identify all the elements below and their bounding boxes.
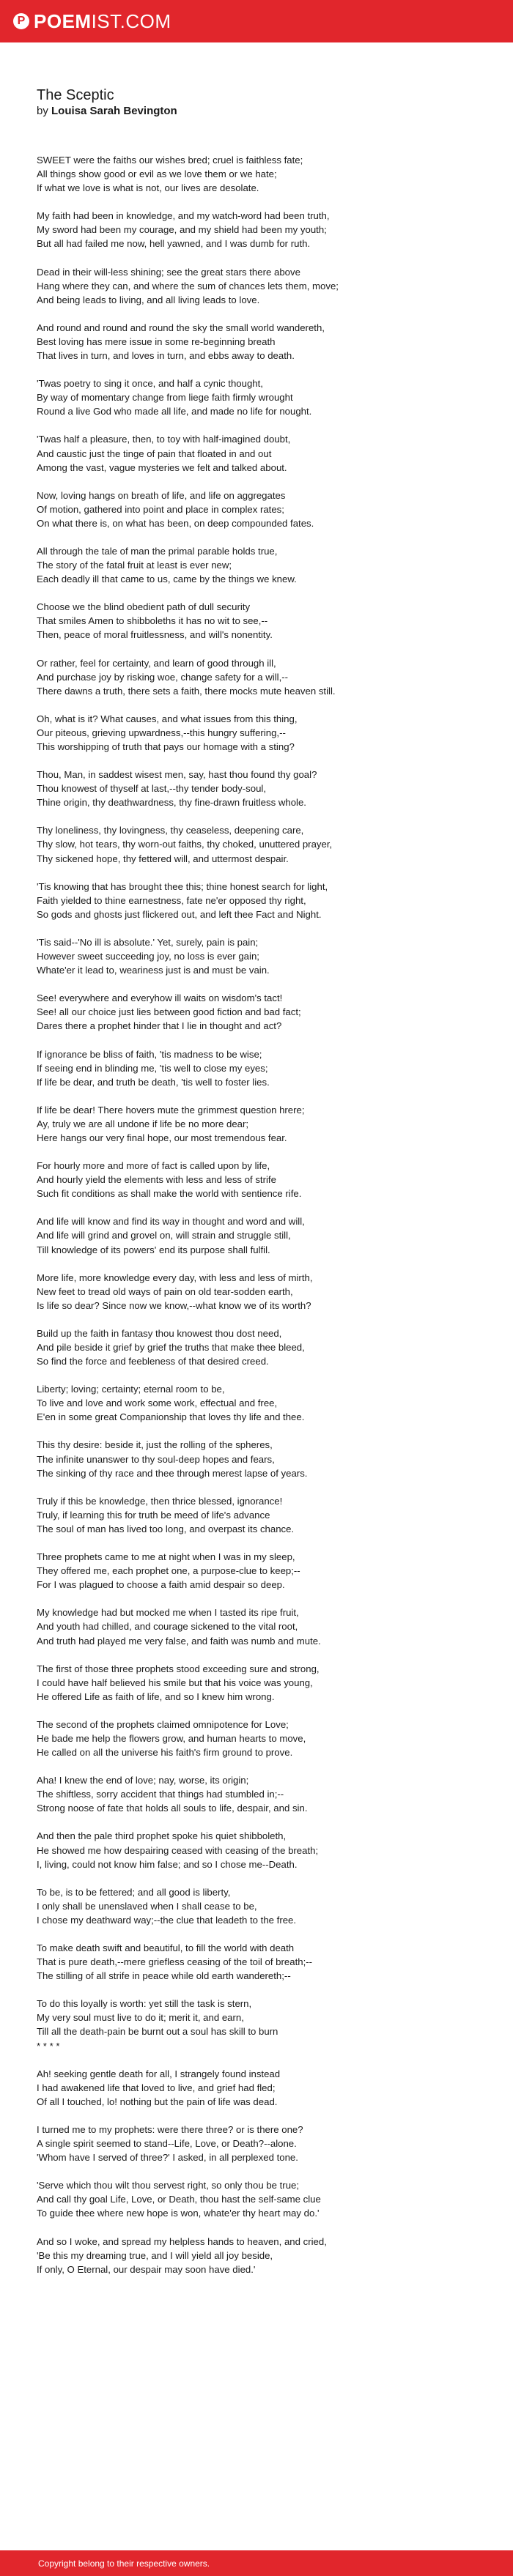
poem-line: I turned me to my prophets: were there three? or is there one? (37, 2123, 303, 2135)
poem-stanza (37, 600, 476, 642)
poem-line: Of motion, gathered into point and place in complex rates; (37, 503, 284, 515)
logo-wordmark-bold: POEM (34, 10, 92, 32)
poem-line: However sweet succeeding joy, no loss is ever gain; (37, 951, 259, 962)
poem-line: And so I woke, and spread my helpless hands to heaven, and cried, (37, 2235, 327, 2247)
poem-line: But all had failed me now, hell yawned, and I was dumb for ruth. (37, 238, 311, 250)
poem-line: My knowledge had but mocked me when I tasted its ripe fruit, (37, 1607, 299, 1619)
poem-line: By way of momentary change from liege faith firmly wrought (37, 392, 293, 404)
poem-stanza (37, 823, 476, 865)
poem-line: Faith yielded to thine earnestness, fate ne'er opposed thy right, (37, 894, 306, 906)
poem-stanza (37, 1326, 476, 1368)
poem-line: And call thy goal Life, Love, or Death, thou hast the self-same clue (37, 2194, 321, 2205)
poem-line: Thy sickened hope, thy fettered will, and uttermost despair. (37, 853, 289, 864)
poem-line: Among the vast, vague mysteries we felt and talked about. (37, 461, 287, 473)
poem-line: Thy loneliness, thy lovingness, thy ceaseless, deepening care, (37, 825, 304, 836)
poem-line: I had awakened life that loved to live, and grief had fled; (37, 2082, 276, 2093)
poem-line: See! everywhere and everyhow ill waits on wisdom's tact! (37, 992, 283, 1004)
poem-line: Dares there a prophet hinder that I lie in thought and act? (37, 1020, 282, 1032)
poem-stanza (37, 1662, 476, 1704)
poem-stanza (37, 1494, 476, 1536)
poem-stanza (37, 1718, 476, 1759)
poem-line: My sword had been my courage, and my shield had been my youth; (37, 224, 327, 236)
poem-line: Of all I touched, lo! nothing but the pain of life was dead. (37, 2096, 278, 2107)
site-logo[interactable] (13, 12, 171, 31)
poem-stanza (37, 376, 476, 418)
poem-byline (37, 104, 476, 119)
poem-line: The soul of man has lived too long, and overpast its chance. (37, 1523, 295, 1534)
poem-line: Hang where they can, and where the sum of chances lets them, move; (37, 280, 339, 292)
poem-stanza (37, 935, 476, 977)
poem-line: Thine origin, thy deathwardness, thy fine-drawn fruitless whole. (37, 797, 306, 809)
poem-line: 'Serve which thou wilt thou servest right, so only thou be true; (37, 2180, 300, 2191)
poem-line: A single spirit seemed to stand--Life, Love, or Death?--alone. (37, 2138, 297, 2150)
poem-line: And caustic just the tinge of pain that floated in and out (37, 448, 272, 459)
poem-stanza (37, 1103, 476, 1145)
poem-line: I could have half believed his smile but that his voice was young, (37, 1677, 313, 1688)
poem-line: If seeing end in blinding me, 'tis well to close my eyes; (37, 1062, 268, 1074)
poem-line: On what there is, on what has been, on deep compounded fates. (37, 517, 314, 529)
poem-content (37, 86, 476, 2290)
poem-line: That smiles Amen to shibboleths it has no wit to see,-- (37, 615, 268, 627)
site-footer (0, 2550, 513, 2576)
poem-line: And youth had chilled, and courage sickened to the vital root, (37, 1621, 298, 1633)
poem-stanza (37, 656, 476, 698)
poem-line: I only shall be unenslaved when I shall cease to be, (37, 1900, 257, 1912)
poem-line: Ah! seeking gentle death for all, I strangely found instead (37, 2068, 281, 2079)
poem-line: That lives in turn, and loves in turn, and ebbs away to death. (37, 350, 295, 362)
poem-line: Whate'er it lead to, weariness just is and must be vain. (37, 965, 270, 976)
poem-line: To do this loyally is worth: yet still the task is stern, (37, 1998, 252, 2010)
poem-line: Till knowledge of its powers' end its purpose shall fulfil. (37, 1244, 270, 1255)
poem-line: The stilling of all strife in peace while old earth wandereth;-- (37, 1970, 291, 1982)
poem-stanza (37, 209, 476, 250)
poem-line: For I was plagued to choose a faith amid despair so deep. (37, 1579, 285, 1591)
poem-line: The infinite unanswer to thy soul-deep hopes and fears, (37, 1453, 275, 1465)
poem-stanza (37, 2067, 476, 2109)
poem-line: * * * * (37, 2040, 60, 2052)
poem-stanza (37, 2123, 476, 2164)
poem-line: If life be dear, and truth be death, 'tis well to foster lies. (37, 1076, 270, 1088)
poem-line: To make death swift and beautiful, to fill the world with death (37, 1942, 295, 1953)
poem-stanza (37, 712, 476, 754)
poem-line: Truly if this be knowledge, then thrice blessed, ignorance! (37, 1495, 283, 1507)
poem-line: If only, O Eternal, our despair may soon have died.' (37, 2263, 256, 2275)
poem-stanza (37, 432, 476, 474)
poem-line: If life be dear! There hovers mute the grimmest question hrere; (37, 1104, 305, 1116)
poem-line: And hourly yield the elements with less and less of strife (37, 1174, 276, 1186)
poem-line: All things show good or evil as we love them or we hate; (37, 168, 277, 180)
poem-line: And life will know and find its way in thought and word and will, (37, 1216, 305, 1228)
poem-line: The story of the fatal fruit at least is ever new; (37, 560, 232, 571)
poem-line: The second of the prophets claimed omnipotence for Love; (37, 1718, 289, 1730)
poem-line: The sinking of thy race and thee through merest lapse of years. (37, 1467, 308, 1479)
poem-line: To guide thee where new hope is won, whate'er thy heart may do.' (37, 2208, 320, 2219)
poem-line: 'Tis said--'No ill is absolute.' Yet, surely, pain is pain; (37, 936, 259, 948)
logo-wordmark-light: IST.COM (91, 10, 171, 32)
poem-line: I chose my deathward way;--the clue that leadeth to the free. (37, 1914, 297, 1926)
poem-stanza (37, 321, 476, 363)
poem-line: E'en in some great Companionship that loves thy life and thee. (37, 1411, 305, 1423)
poem-line: Is life so dear? Since now we know,--what know we of its worth? (37, 1299, 311, 1311)
poem-line: For hourly more and more of fact is called upon by life, (37, 1160, 270, 1172)
poem-line: There dawns a truth, there sets a faith, there mocks mute heaven still. (37, 685, 336, 697)
poem-line: The shiftless, sorry accident that things had stumbled in;-- (37, 1789, 284, 1800)
poem-line: To be, is to be fettered; and all good is liberty, (37, 1886, 231, 1898)
poem-line: Strong noose of fate that holds all souls to life, despair, and sin. (37, 1803, 308, 1814)
poem-line: Aha! I knew the end of love; nay, worse, its origin; (37, 1775, 249, 1786)
poem-line: And life will grind and grovel on, will strain and struggle still, (37, 1230, 291, 1241)
poem-line: He showed me how despairing ceased with ceasing of the breath; (37, 1844, 319, 1856)
poem-line: Liberty; loving; certainty; eternal room to be, (37, 1384, 225, 1395)
poem-line: 'Twas half a pleasure, then, to toy with half-imagined doubt, (37, 434, 291, 445)
poem-stanza (37, 489, 476, 530)
poem-line: And truth had played me very false, and faith was numb and mute. (37, 1635, 321, 1647)
poem-stanza (37, 2178, 476, 2220)
poem-line: This thy desire: beside it, just the rolling of the spheres, (37, 1439, 273, 1451)
poem-line: SWEET were the faiths our wishes bred; cruel is faithless fate; (37, 155, 303, 166)
poem-line: And then the pale third prophet spoke his quiet shibboleth, (37, 1830, 287, 1842)
poem-line: And being leads to living, and all living leads to love. (37, 294, 260, 305)
poem-line: Thou knowest of thyself at last,--thy tender body-soul, (37, 783, 266, 795)
poem-line: If ignorance be bliss of faith, 'tis madness to be wise; (37, 1048, 262, 1060)
poem-line: 'Twas poetry to sing it once, and half a cynic thought, (37, 378, 263, 390)
copyright-notice: Copyright belong to their respective owners. (38, 2558, 210, 2569)
poem-line: Best loving has mere issue in some re-beginning breath (37, 335, 276, 347)
poem-line: And round and round and round the sky the small world wandereth, (37, 322, 325, 333)
poem-line: The first of those three prophets stood exceeding sure and strong, (37, 1663, 320, 1674)
poem-stanza (37, 1047, 476, 1089)
poem-line: Here hangs our very final hope, our most tremendous fear. (37, 1132, 287, 1143)
poem-line: Round a live God who made all life, and made no life for nought. (37, 406, 312, 417)
poem-line: 'Tis knowing that has brought thee this; thine honest search for light, (37, 880, 328, 892)
poem-line: See! all our choice just lies between good fiction and bad fact; (37, 1006, 301, 1018)
poem-title: The Sceptic (37, 87, 114, 103)
poem-line: Ay, truly we are all undone if life be no more dear; (37, 1118, 249, 1129)
poem-line: To live and love and work some work, effectual and free, (37, 1398, 278, 1409)
poem-stanza (37, 1214, 476, 1256)
poem-line: Three prophets came to me at night when I was in my sleep, (37, 1551, 295, 1563)
poem-line: He offered Life as faith of life, and so I knew him wrong. (37, 1690, 275, 1702)
poem-line: So gods and ghosts just flickered out, and left thee Fact and Night. (37, 908, 322, 920)
author-link[interactable]: Louisa Sarah Bevington (51, 105, 177, 117)
logo-mark-letter: P (17, 15, 26, 27)
byline-prefix: by (37, 105, 48, 117)
poem-stanza (37, 1159, 476, 1200)
site-header (0, 0, 513, 42)
poem-line: Each deadly ill that came to us, came by the things we knew. (37, 574, 297, 585)
poem-line: More life, more knowledge every day, with less and less of mirth, (37, 1272, 313, 1283)
poem-stanza (37, 1885, 476, 1927)
poem-line: My faith had been in knowledge, and my watch-word had been truth, (37, 210, 330, 222)
poem-line: Now, loving hangs on breath of life, and life on aggregates (37, 489, 286, 501)
poem-line: Or rather, feel for certainty, and learn of good through ill, (37, 657, 276, 669)
poem-line: That is pure death,--mere griefless ceasing of the toil of breath;-- (37, 1956, 313, 1968)
poem-line: Our piteous, grieving upwardness,--this hungry suffering,-- (37, 727, 286, 738)
poem-line: 'Be this my dreaming true, and I will yield all joy beside, (37, 2249, 273, 2261)
poem-line: So find the force and feebleness of that desired creed. (37, 1356, 269, 1367)
poem-line: Such fit conditions as shall make the world with sentience rife. (37, 1188, 302, 1200)
poem-line: Build up the faith in fantasy thou knowest thou dost need, (37, 1327, 282, 1339)
poem-stanza (37, 1997, 476, 2052)
poem-stanza (37, 1382, 476, 1424)
poem-stanza (37, 153, 476, 195)
poem-stanza (37, 1438, 476, 1480)
poem-body (37, 153, 476, 2276)
poem-line: And pile beside it grief by grief the truths that make thee bleed, (37, 1342, 305, 1353)
poem-line: If what we love is what is not, our lives are desolate. (37, 182, 259, 194)
poem-line: Choose we the blind obedient path of dull security (37, 601, 251, 613)
poem-line: New feet to tread old ways of pain on old tear-sodden earth, (37, 1285, 293, 1297)
poem-line: All through the tale of man the primal parable holds true, (37, 545, 278, 557)
poem-line: My very soul must live to do it; merit it, and earn, (37, 2012, 244, 2024)
poem-line: Thou, Man, in saddest wisest men, say, hast thou found thy goal? (37, 769, 317, 781)
logo-wordmark (34, 12, 171, 31)
poem-stanza (37, 991, 476, 1033)
poem-stanza (37, 1271, 476, 1313)
poem-stanza (37, 1941, 476, 1983)
poem-stanza (37, 1773, 476, 1815)
poem-line: He bade me help the flowers grow, and human hearts to move, (37, 1732, 306, 1744)
poem-stanza (37, 544, 476, 586)
poem-stanza (37, 2235, 476, 2276)
poem-line: This worshipping of truth that pays our homage with a sting? (37, 741, 295, 752)
poem-stanza (37, 1829, 476, 1871)
poem-line: And purchase joy by risking woe, change safety for a will,-- (37, 671, 289, 683)
poem-line: He called on all the universe his faith's firm ground to prove. (37, 1747, 293, 1759)
poem-line: 'Whom have I served of three?' I asked, in all perplexed tone. (37, 2152, 298, 2164)
poemist-logo-icon (13, 13, 29, 29)
poem-stanza (37, 880, 476, 921)
poem-line: Till all the death-pain be burnt out a soul has skill to burn (37, 2026, 278, 2038)
poem-stanza (37, 1550, 476, 1592)
poem-line: Truly, if learning this for truth be meed of life's advance (37, 1509, 270, 1521)
poem-stanza (37, 265, 476, 307)
poem-line: They offered me, each prophet one, a purpose-clue to keep;-- (37, 1565, 300, 1577)
poem-line: I, living, could not know him false; and so I chose me--Death. (37, 1858, 298, 1870)
poem-line: Thy slow, hot tears, thy worn-out faiths, thy choked, unuttered prayer, (37, 839, 333, 850)
poem-line: Dead in their will-less shining; see the great stars there above (37, 266, 300, 278)
poem-line: Oh, what is it? What causes, and what issues from this thing, (37, 713, 298, 724)
poem-line: Then, peace of moral fruitlessness, and will's nonentity. (37, 629, 273, 641)
poem-stanza (37, 768, 476, 809)
poem-stanza (37, 1606, 476, 1647)
